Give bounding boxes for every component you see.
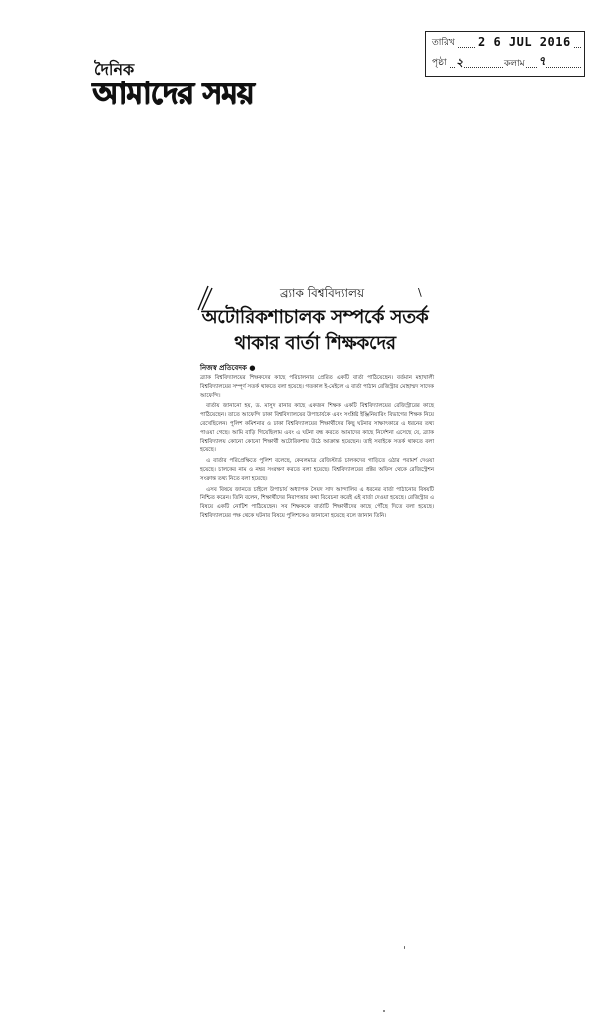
article-kicker: ব্র্যাক বিশ্ববিদ্যালয় [279, 286, 365, 300]
article-paragraph: এসব বিষয়ে জানতে চাইলে উপাচার্য অধ্যাপক সৈয়দ সাদ আন্দালিব এ ধরনের বার্তা পাঠানোর বিষয়টি নিশ্চিত করেন। তিনি বলেন, শিক্ষার্থীদের নিরাপত্তার কথা বিবেচনা করেই এই বার্তা দেওয়া হয়েছে। রেজিস্ট্রার এ বিষয়ে একটি নোটিশ পাঠিয়েছেন। সব শিক্ষককে বার্তাটি শিক্ষার্থীদের কাছে পৌঁছে দিতে বলা হয়েছে। বিশ্ববিদ্যালয়ের পক্ষ থেকে ঘটনার বিষয়ে পুলিশকেও জানানো হয়েছে বলে জানান তিনি। [200, 486, 434, 519]
newspaper-masthead [92, 62, 312, 110]
article-paragraph: বার্তায় জানানো হয়, ড. মাসুদ রানার কাছে একজন শিক্ষক একটি বিশ্ববিদ্যালয়ের রেজিস্ট্রারের কাছে পাঠিয়েছেন। তাতে আফেন্দি ঢাকা বিশ্ববিদ্যালয়ের উপাচার্যকে এবং সংশ্লিষ্ট ইঞ্জিনিয়ারিং বিভাগের শিক্ষক নিয়ে রেখেছিলেন। পুলিশ কমিশনার ও ঢাকা বিশ্ববিদ্যালয়ের শিক্ষার্থীদের কিছু ঘটনার সাক্ষাৎকারে এ ধরনের তথ্য পাওয়া গেছে। আমি বাড়ি গিয়েছিলাম এবং এ ঘটনা বন্ধ করতে আমাদের কাছে নির্দেশনা এসেছে যে, ব্র্যাক বিশ্ববিদ্যালয় কোনো কোনো শিক্ষার্থী অটোরিকশায় উঠে আক্রান্ত হয়েছেন। তাই সবাইকে সতর্ক থাকতে বলা হয়েছে। [200, 403, 434, 454]
headline-line-2: থাকার বার্তা শিক্ষকদের [234, 333, 396, 354]
stamp-page-row [426, 52, 584, 72]
news-clipping [196, 286, 434, 523]
stamp-page-value: ২ [456, 54, 463, 73]
article-body [200, 374, 434, 521]
stamp-column-value: ৭ [538, 53, 546, 73]
article-paragraph: এ বার্তার পরিপ্রেক্ষিতে পুলিশ বলেছে, কেবলমাত্র রেজিস্টার্ড চালকদের গাড়িতে ওঠার পরামর্শ দেওয়া হয়েছে। চালকের নাম ও নম্বর সংরক্ষণ করতে বলা হয়েছে। বিশ্ববিদ্যালয়ের প্রক্টর অফিস থেকে রেজিস্ট্রেশন সংক্রান্ত তথ্য নিতে বলা হয়েছে। [200, 458, 434, 482]
masthead-prefix: দৈনিক [94, 60, 135, 79]
stamp-date-value: 2 6 JUL 2016 [478, 35, 571, 49]
headline-line-1: অটোরিকশাচালক সম্পর্কে সতর্ক [201, 307, 429, 328]
pen-mark-icon [194, 282, 220, 312]
stamp-date-label: তারিখ [432, 37, 455, 48]
stamp-column-label: কলাম [504, 56, 525, 71]
article-byline: নিজস্ব প্রতিবেদক ● [200, 364, 256, 372]
archive-stamp [425, 31, 585, 77]
article-paragraph: ব্র্যাক বিশ্ববিদ্যালয়ের শিক্ষকদের কাছে পরিচালনার প্রেরিত একটি বার্তা পাঠিয়েছেন। বর্তমান মহাখালী বিশ্ববিদ্যালয়ের সম্পূর্ণ সতর্ক থাকতে বলা হয়েছে। গতকাল ই-মেইলে এ বার্তা পাঠান রেজিস্ট্রার মোহাম্মদ সাদেক আফেন্দি। [200, 375, 434, 399]
stamp-date-row [426, 32, 584, 52]
scan-speck [383, 1010, 385, 1012]
masthead-title: আমাদের সময় [92, 76, 254, 111]
kicker-mark: \ [418, 286, 422, 299]
scan-speck [404, 946, 405, 949]
stamp-page-label: পৃষ্ঠা [432, 57, 447, 68]
